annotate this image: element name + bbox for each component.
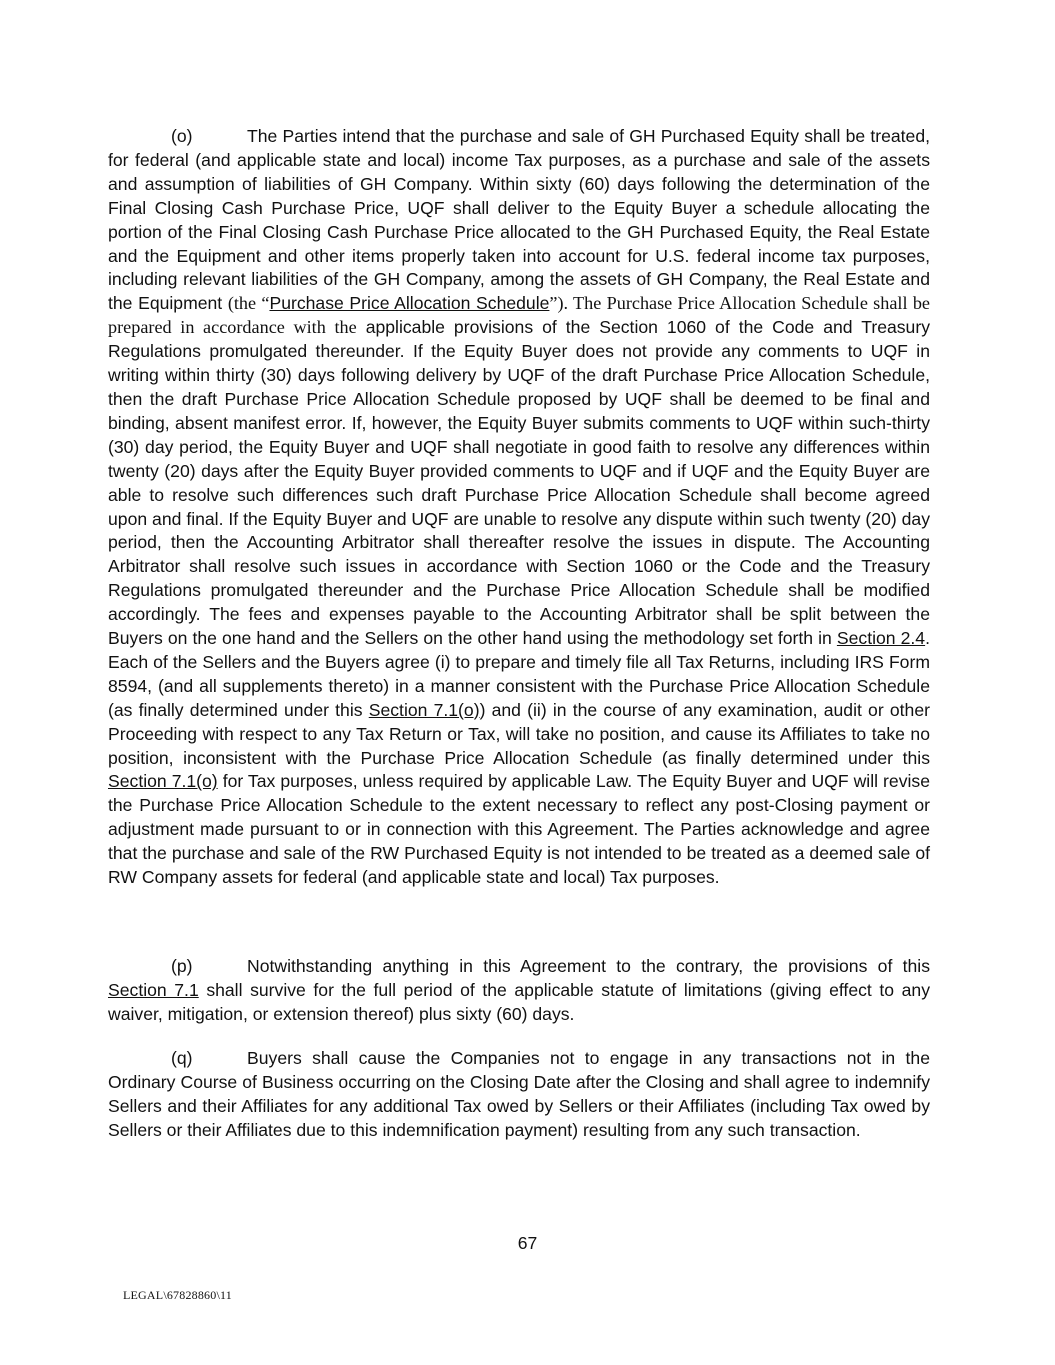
paragraph-o-text-3: . Each of the Sellers and the Buyers agree (i) to prepare and timely file all Tax Returns, including IRS Form 8594, (and all supplements thereto) in a manner consistent with the Purchase Price Allocation Schedule (as finally determined under this <box>108 628 930 720</box>
paragraph-o-label: (o) <box>171 126 193 146</box>
section-reference-7-1-o-first: Section 7.1(o) <box>368 699 480 720</box>
paragraph-o-text-4: ) and (ii) in the course of any examination, audit or other Proceeding with respect to any Tax Return or Tax, will take no position, and cause its Affiliates to take no position, inconsistent with the Purchase Price Allocation Schedule (as finally determined under this <box>108 699 930 768</box>
paragraph-o-text-5: for Tax purposes, unless required by applicable Law. The Equity Buyer and UQF will revise the Purchase Price Allocation Schedule to the extent necessary to reflect any post-Closing payment or adjustment made pursuant to or in connection with this Agreement. The Parties acknowledge and agree that the purchase and sale of the RW Purchased Equity is not intended to be treated as a deemed sale of RW Company assets for federal (and applicable state and local) Tax purposes. <box>108 771 930 888</box>
paragraph-o <box>108 125 930 890</box>
paragraph-o-text-2: applicable provisions of the Section 1060 of the Code and Treasury Regulations promulgated thereunder. If the Equity Buyer does not provide any comments to UQF in writing within thirty (30) days following delivery by UQF of the draft Purchase Price Allocation Schedule, then the draft Purchase Price Allocation Schedule proposed by UQF shall be deemed to be final and binding, absent manifest error. If, however, the Equity Buyer submits comments to UQF within such-thirty (30) day period, the Equity Buyer and UQF shall negotiate in good faith to resolve any differences within twenty (20) days after the Equity Buyer provided comments to UQF and if UQF and the Equity Buyer are able to resolve such differences such draft Purchase Price Allocation Schedule shall become agreed upon and final. If the Equity Buyer and UQF are unable to resolve any dispute within such twenty (20) day period, then the Accounting Arbitrator shall thereafter resolve the issues in dispute. The Accounting Arbitrator shall resolve such issues in accordance with Section 1060 or the Code and the Treasury Regulations promulgated thereunder and the Purchase Price Allocation Schedule shall be modified accordingly. The fees and expenses payable to the Accounting Arbitrator shall be split between the Buyers on the one hand and the Sellers on the other hand using the methodology set forth in <box>108 317 930 649</box>
document-id: LEGAL\67828860\11 <box>123 1288 232 1302</box>
paragraph-p-text-2: shall survive for the full period of the applicable statute of limitations (giving effect to any waiver, mitigation, or extension thereof) plus sixty (60) days. <box>108 979 930 1024</box>
paragraph-p-label: (p) <box>171 956 193 976</box>
section-reference-7-1-o-second: Section 7.1(o) <box>108 771 218 792</box>
paragraph-p-text-1: Notwithstanding anything in this Agreement to the contrary, the provisions of this <box>247 956 930 976</box>
page-number: 67 <box>517 1233 538 1253</box>
section-reference-2-4: Section 2.4 <box>836 628 926 649</box>
paragraph-o-serif-text: ”). The Purchase Price Allocation Schedule shall be prepared in accordance with the <box>108 293 930 338</box>
paragraph-q-label: (q) <box>171 1048 193 1068</box>
section-reference-7-1: Section 7.1 <box>108 979 199 1000</box>
paragraph-q-text-1: Buyers shall cause the Companies not to engage in any transactions not in the Ordinary Course of Business occurring on the Closing Date after the Closing and shall agree to indemnify Sellers and their Affiliates for any additional Tax owed by Sellers or their Affiliates (including Tax owed by Sellers or their Affiliates due to this indemnification payment) resulting from any such transaction. <box>108 1048 930 1140</box>
paragraph-q <box>108 1047 930 1143</box>
paragraph-o-quote-open: (the “ <box>227 293 270 314</box>
defined-term-purchase-price-allocation-schedule: Purchase Price Allocation Schedule <box>269 293 550 314</box>
paragraph-p <box>108 955 930 1027</box>
paragraph-o-text-1: The Parties intend that the purchase and sale of GH Purchased Equity shall be treated, for federal (and applicable state and local) income Tax purposes, as a purchase and sale of the assets and assumption of liabilities of GH Company. Within sixty (60) days following the determination of the Final Closing Cash Purchase Price, UQF shall deliver to the Equity Buyer a schedule allocating the portion of the Final Closing Cash Purchase Price allocated to the GH Purchased Equity, the Real Estate and the Equipment and other items properly taken into account for U.S. federal income tax purposes, including relevant liabilities of the GH Company, among the assets of GH Company, the Real Estate and the Equipment <box>108 126 930 314</box>
